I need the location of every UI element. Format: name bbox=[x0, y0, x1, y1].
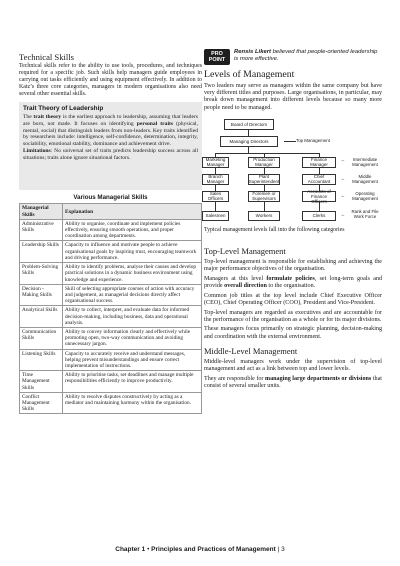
table-row: Analytical Skills Ability to collect, interpret, and evaluate data for informed decision-making, including business, data and operational analysis. bbox=[20, 306, 202, 328]
page-number: 3 bbox=[281, 546, 285, 553]
footer-separator: | bbox=[277, 546, 280, 553]
pro-point-badge-icon: PRO POINT bbox=[204, 49, 230, 65]
label-side: Intermediate Management bbox=[352, 156, 378, 167]
node-row2: Branch Manager bbox=[202, 174, 229, 185]
node-row1: Marketing Manager bbox=[202, 157, 229, 168]
left-column bbox=[19, 52, 202, 414]
trait-theory-box bbox=[19, 102, 202, 190]
node-row3: Accounts of Finance Officers bbox=[302, 191, 336, 202]
top-level-p3: Common job titles at the top level include Chief Executive Officer (CEO), Chief Operating Officer (COO), President and Vice-President. bbox=[204, 292, 382, 306]
trait-theory-limitations: Limitations: No universal set of traits predicts leadership success across all situations; traits alone ignore situational factors. bbox=[23, 148, 198, 162]
node-row3: Sales Officers bbox=[202, 191, 229, 202]
node-row1: Finance Manager bbox=[302, 157, 336, 168]
node-row3: Foremen or Supervisors bbox=[248, 191, 280, 202]
arrow-left-icon: ← bbox=[340, 211, 346, 217]
middle-level-heading: Middle-Level Management bbox=[204, 345, 298, 356]
technical-skills-heading: Technical Skills bbox=[19, 52, 75, 62]
right-column bbox=[204, 49, 382, 393]
node-row2: Plant Superintendent bbox=[248, 174, 280, 185]
table-row: Conflict Management Skills Ability to resolve disputes constructively by acting as a mediator and maintaining harmony within the organisation. bbox=[20, 392, 202, 414]
node-row1: Production Manager bbox=[248, 157, 280, 168]
management-levels-diagram bbox=[204, 115, 382, 241]
top-level-p5: These managers focus primarily on strategic planning, decision-making and coordination with the external environment. bbox=[204, 326, 382, 340]
table-header: Managerial Skills bbox=[20, 204, 63, 219]
table-header: Explanation bbox=[63, 204, 202, 219]
trait-theory-title: Trait Theory of Leadership bbox=[23, 105, 104, 113]
skills-table-title: Various Managerial Skills bbox=[73, 194, 148, 202]
pro-point-text: Rensis Likert believed that people-oriented leadership is more effective. bbox=[234, 49, 378, 62]
trait-theory-paragraph: The trait theory is the earliest approach to leadership, assuming that leaders are born, not made. It focuses on identifying personal traits (physical, mental, social) that distinguish leaders from non-leaders. Key traits identified by researchers include: intelligence, self-confidence, determination, integrity, sociability, emotional stability, dominance and achievement drive. bbox=[23, 114, 198, 147]
footer-title: Principles and Practices of Management bbox=[151, 546, 276, 553]
footer-chapter: Chapter 1 bbox=[115, 546, 146, 553]
middle-level-p1: Middle-level managers work under the supervision of top-level management and act as a link between top and lower levels. bbox=[204, 358, 382, 373]
arrow-left-icon: ← bbox=[340, 156, 346, 162]
label-side: Middle Management bbox=[352, 173, 378, 184]
table-row: Leadership Skills Capacity to influence and motivate people to achieve organisational goals by inspiring trust, encouraging teamwork and driving performance. bbox=[20, 241, 202, 263]
footer-bullet: • bbox=[147, 546, 150, 553]
table-row: Administrative Skills Ability to organise, coordinate and implement policies effectively, ensuring smooth operations, and proper coordination among departments. bbox=[20, 219, 202, 241]
top-level-p1: Top-level management is responsible for establishing and achieving the major performance objectives of the organisation. bbox=[204, 258, 382, 273]
node-row2: Chief Accountant bbox=[302, 174, 336, 185]
top-level-p4: Top-level managers are regarded as executives and are accountable for the performance of the organisation as a whole or for its major divisions. bbox=[204, 309, 382, 323]
diagram-caption: Typical management levels fall into the following categories bbox=[204, 226, 345, 233]
table-row: Listening Skills Capacity to accurately receive and understand messages, helping prevent misunderstandings and ensure correct implementation of instructions. bbox=[20, 349, 202, 371]
pro-point-callout bbox=[204, 49, 382, 65]
table-row: Decision -Making Skills Skill of selecting appropriate courses of action with accuracy and judgement, as managerial decisions directly affect organisational success. bbox=[20, 284, 202, 306]
label-top-management: Top Management bbox=[296, 137, 330, 143]
levels-heading: Levels of Management bbox=[204, 69, 295, 80]
node-row4: Salesmen bbox=[202, 211, 229, 221]
middle-level-p2: They are responsible for managing large departments or divisions that consist of several smaller units. bbox=[204, 375, 382, 389]
node-board: Board of Directors bbox=[224, 119, 274, 130]
table-row: Communication Skills Ability to convey information clearly and effectively while promoting open, two-way communication and avoiding unnecessary jargon. bbox=[20, 327, 202, 349]
label-side: Operating Management bbox=[352, 190, 378, 201]
table-row: Time Management Skills Ability to prioritise tasks, set deadlines and manage multiple responsibilities efficiently to improve productivity. bbox=[20, 371, 202, 393]
node-row4: Workers bbox=[248, 211, 280, 221]
table-row: Problem-Solving Skills Ability to identify problems, analyse their causes and develop practical solutions in a dynamic business environment using knowledge and experience. bbox=[20, 263, 202, 285]
arrow-left-icon: ← bbox=[340, 192, 346, 198]
arrow-left-icon: ← bbox=[340, 175, 346, 181]
label-side: Rank and File Work Force bbox=[351, 208, 379, 219]
levels-text: Two leaders may serve as managers within the same company but have very different titles and purposes. Large organisations, in particular, may break down management into different levels because so many more people need to be managed. bbox=[204, 83, 382, 111]
skills-table bbox=[19, 203, 202, 414]
node-row4: Clerks bbox=[302, 211, 336, 221]
technical-skills-text: Technical skills refer to the ability to use tools, procedures, and techniques required for a specific job. Such skills help managers guide employees in carrying out tasks efficiently and using equipment effectively. In addition to Katz’s three core categories, managers in modern organisations also need several other essential skills. bbox=[19, 63, 202, 98]
top-level-heading: Top-Level Management bbox=[204, 245, 286, 256]
page-footer bbox=[0, 546, 400, 553]
top-level-p2: Managers at this level formulate policies, set long-term goals and provide overall direction to the organisation. bbox=[204, 275, 382, 289]
node-managing: Managing Directors bbox=[220, 136, 278, 147]
